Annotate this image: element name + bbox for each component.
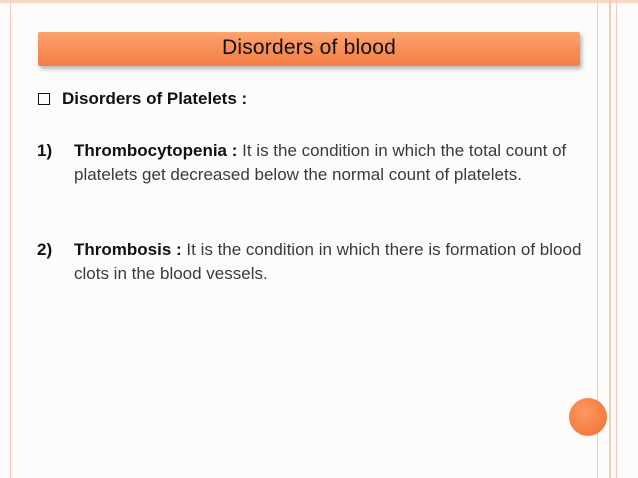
- section-heading-text: Disorders of Platelets :: [62, 89, 248, 108]
- slide-title: Disorders of blood: [221, 36, 397, 59]
- list-item-term: Thrombocytopenia :: [74, 141, 238, 160]
- list-item-term: Thrombosis :: [74, 240, 182, 259]
- list-item-body: [74, 139, 587, 187]
- list-item-body: [74, 238, 587, 286]
- list-item-number: 1): [37, 141, 53, 160]
- list-item-description: It is the condition in which there is formation of blood clots in the blood vessels.: [74, 240, 582, 283]
- frame-right-line: [616, 0, 617, 478]
- section-heading: [38, 89, 247, 109]
- list-item-description: It is the condition in which the total count of platelets get decreased below the normal count of platelets.: [74, 141, 567, 184]
- list-item: [37, 238, 587, 286]
- checkbox-icon: [38, 93, 50, 105]
- frame-right-line: [609, 0, 611, 478]
- list-item-number: 2): [37, 240, 53, 259]
- frame-top-line: [0, 0, 638, 3]
- decorative-circle: [569, 398, 607, 436]
- slide-title-bar: [38, 32, 580, 66]
- frame-left-line: [10, 0, 11, 478]
- list-item: [37, 139, 587, 187]
